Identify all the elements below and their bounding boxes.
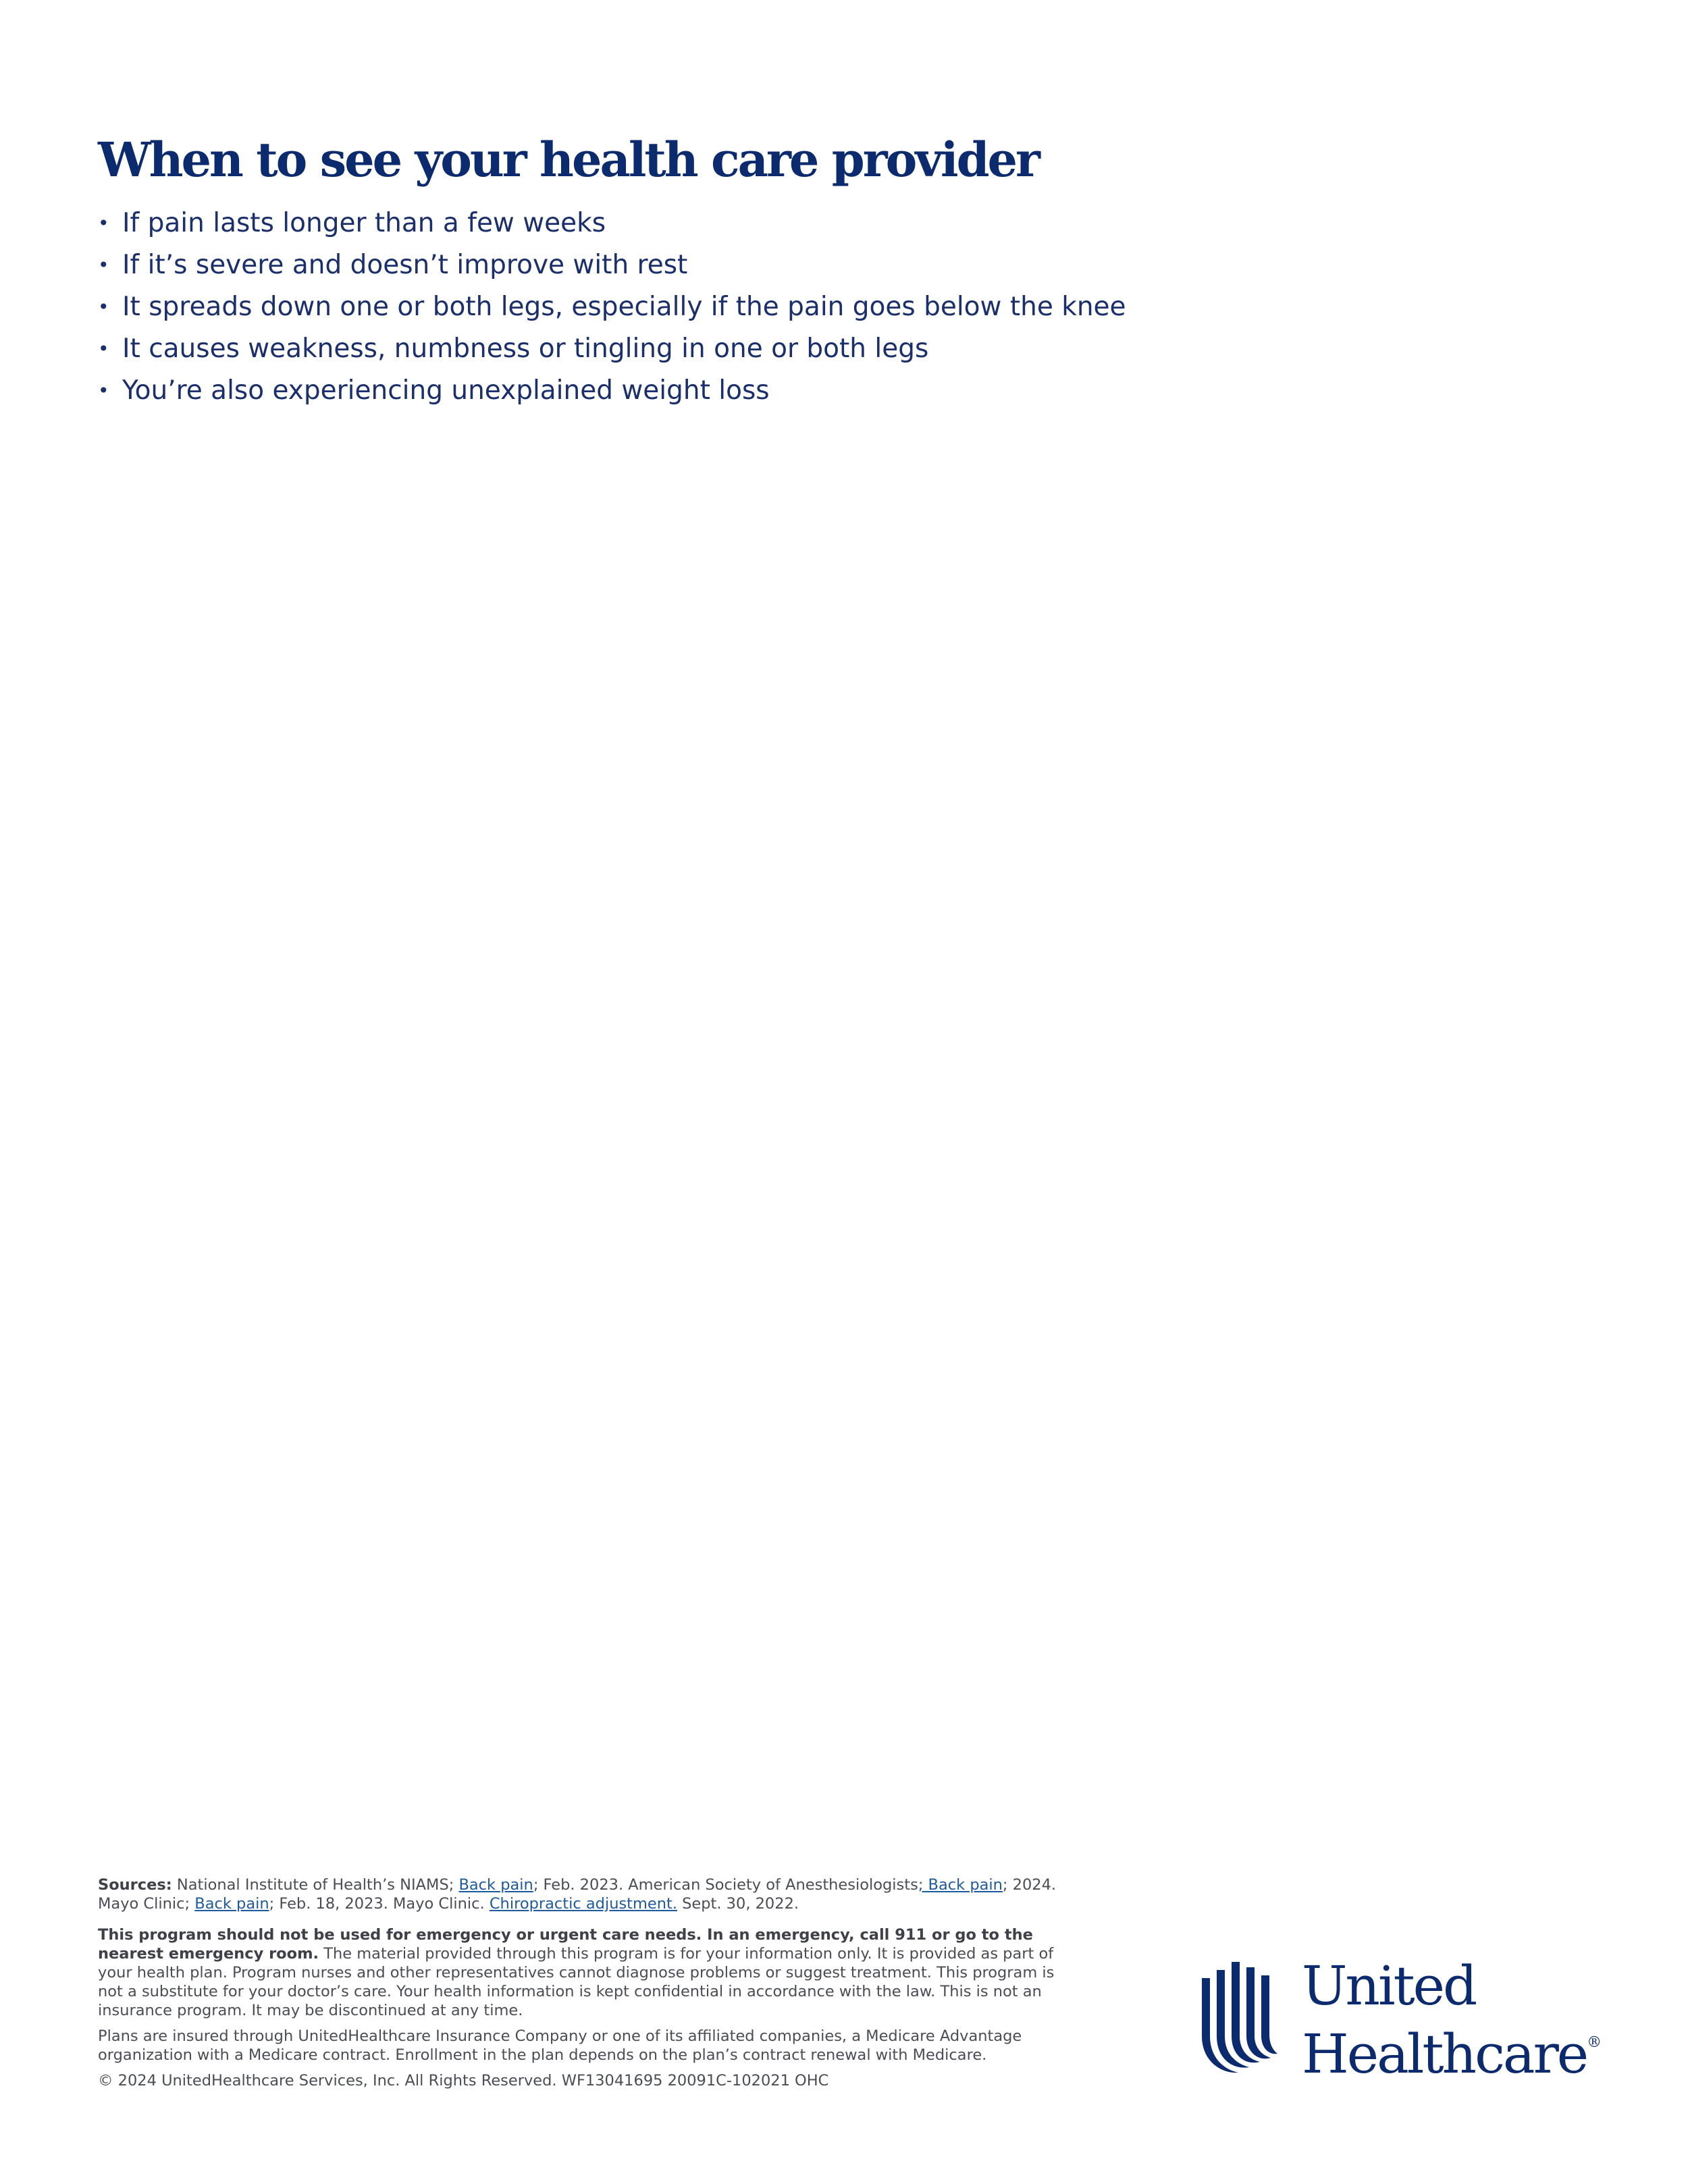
registered-mark: ® bbox=[1587, 2034, 1602, 2051]
sources-text: Sept. 30, 2022. bbox=[677, 1895, 799, 1913]
list-item: • You’re also experiencing unexplained weight loss bbox=[98, 370, 1126, 412]
back-pain-link-niams[interactable]: Back pain bbox=[458, 1876, 533, 1894]
warning-signs-list bbox=[98, 203, 1126, 412]
wordmark-healthcare-text: Healthcare bbox=[1302, 2023, 1587, 2085]
sources-paragraph bbox=[98, 1875, 1077, 1913]
list-item: • If pain lasts longer than a few weeks bbox=[98, 203, 1126, 244]
sources-text: National Institute of Health’s NIAMS; bbox=[172, 1876, 459, 1894]
chiropractic-adjustment-link[interactable]: Chiropractic adjustment. bbox=[489, 1895, 677, 1913]
page-title: When to see your health care provider bbox=[98, 132, 1038, 188]
disclaimer-text: The material provided through this program is for your information only. It is provided as part of your health plan. Program nurses and other representatives cannot diagnose problems or suggest treatment. This program is not a substitute for your doctor’s care. Your health information is kept confidential in accordance with the law. This is not an insurance program. It may be discontinued at any time. bbox=[98, 1945, 1055, 2019]
copyright: © 2024 UnitedHealthcare Services, Inc. All Rights Reserved. WF13041695 20091C-102021 OHC bbox=[98, 2072, 829, 2089]
disclaimer-emergency: This program should not be used for emergency or urgent care needs. In an emergency, call 911 or go to the nearest emergency room. bbox=[98, 1926, 1033, 1963]
disclaimer-paragraph bbox=[98, 1925, 1077, 2020]
plans-paragraph: Plans are insured through UnitedHealthcare Insurance Company or one of its affiliated companies, a Medicare Advantage organization with a Medicare contract. Enrollment in the plan depends on the plan’s contract renewal with Medicare. bbox=[98, 2027, 1022, 2064]
list-item: • It spreads down one or both legs, especially if the pain goes below the knee bbox=[98, 286, 1126, 328]
sources-text: ; Feb. 2023. American Society of Anesthesiologists bbox=[533, 1876, 918, 1894]
back-pain-link-mayo[interactable]: Back pain bbox=[194, 1895, 269, 1913]
unitedhealthcare-logo bbox=[1202, 1954, 1607, 2086]
wordmark bbox=[1302, 1954, 1602, 2085]
sources-label: Sources: bbox=[98, 1876, 172, 1894]
list-item: • It causes weakness, numbness or tingling in one or both legs bbox=[98, 328, 1126, 370]
wordmark-united: United bbox=[1302, 1954, 1476, 2017]
wordmark-healthcare bbox=[1302, 2015, 1602, 2083]
u-shield-icon bbox=[1202, 1961, 1277, 2082]
back-pain-link-asa[interactable]: ; Back pain bbox=[918, 1876, 1003, 1894]
sources-text: ; Feb. 18, 2023. Mayo Clinic. bbox=[269, 1895, 490, 1913]
sources-text: ; 2024. Mayo Clinic; bbox=[98, 1876, 1057, 1913]
footer bbox=[98, 1875, 1077, 2102]
list-item: • If it’s severe and doesn’t improve with rest bbox=[98, 244, 1126, 286]
